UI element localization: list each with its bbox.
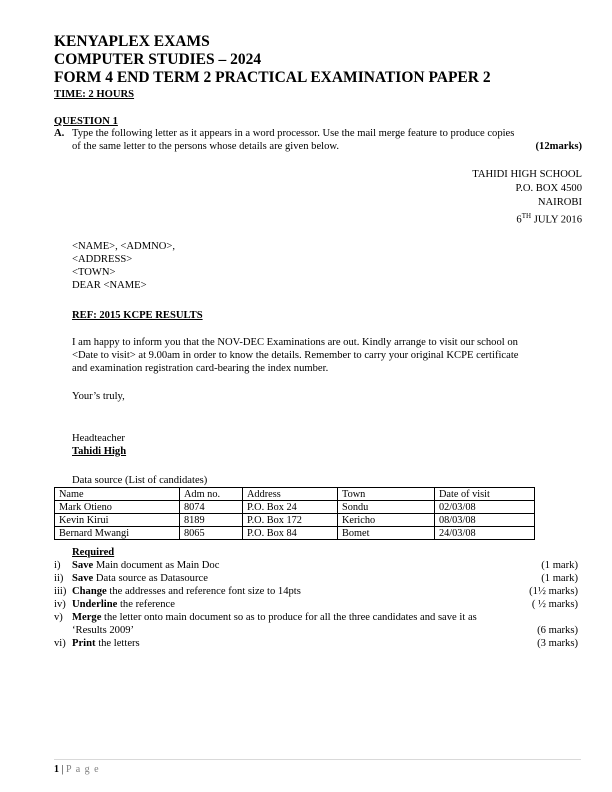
list-item-marks: (1½ marks): [529, 586, 578, 597]
letter-body-line2: <Date to visit> at 9.00am in order to know the details. Remember to carry your original KCPE certificate: [72, 350, 519, 361]
table-cell: 8065: [180, 527, 243, 540]
table-cell: Bernard Mwangi: [55, 527, 180, 540]
list-item-text: the letter onto main document so as to produce for all the three candidates and save it as: [101, 612, 477, 623]
table-row: [55, 527, 535, 540]
letter-date: [516, 210, 582, 227]
list-item-text: Main document as Main Doc: [93, 560, 220, 571]
merge-field-address: <ADDRESS>: [72, 254, 133, 265]
list-item-verb: Print: [72, 638, 96, 649]
datasource-table: [54, 487, 535, 540]
footer-separator: |: [59, 764, 67, 775]
table-cell: 8189: [180, 514, 243, 527]
question-intro-line2: of the same letter to the persons whose details are given below.: [72, 141, 340, 152]
table-header-cell: Address: [243, 488, 338, 501]
paper-title: FORM 4 END TERM 2 PRACTICAL EXAMINATION PAPER 2: [54, 69, 491, 86]
exam-body-title: KENYAPLEX EXAMS: [54, 33, 210, 50]
list-item-text: the addresses and reference font size to 14pts: [106, 586, 301, 597]
letter-school-name: TAHIDI HIGH SCHOOL: [472, 169, 582, 180]
list-item-marks: (6 marks): [537, 625, 578, 636]
list-item-text: the letters: [95, 638, 140, 649]
table-header-cell: Name: [55, 488, 180, 501]
list-item-verb: Save: [72, 560, 94, 571]
list-item-number: iii): [54, 586, 67, 597]
table-cell: Kevin Kirui: [55, 514, 180, 527]
merge-field-town: <TOWN>: [72, 267, 116, 278]
table-header-cell: Adm no.: [180, 488, 243, 501]
page-word: P a g e: [66, 764, 100, 775]
question-intro-line1: Type the following letter as it appears in a word processor. Use the mail merge feature to produce copies: [72, 128, 515, 139]
table-cell: P.O. Box 172: [243, 514, 338, 527]
page-number: 1: [54, 764, 59, 775]
table-row: [55, 501, 535, 514]
letter-body-line3: and examination registration card-bearing the index number.: [72, 363, 329, 374]
merge-field-name-admno: <NAME>, <ADMNO>,: [72, 241, 176, 252]
question-title: QUESTION 1: [54, 116, 118, 127]
footer-divider: [54, 759, 581, 760]
letter-date-suffix: TH: [521, 212, 532, 220]
datasource-caption: Data source (List of candidates): [72, 475, 208, 486]
list-item-text: ‘Results 2009’: [72, 625, 135, 636]
list-item-number: ii): [54, 573, 64, 584]
question-label: A.: [54, 128, 65, 139]
letter-date-rest: JULY 2016: [531, 214, 582, 226]
list-item-marks: (3 marks): [537, 638, 578, 649]
letter-salutation: DEAR <NAME>: [72, 280, 147, 291]
list-item-marks: ( ½ marks): [531, 599, 578, 610]
table-cell: Kericho: [338, 514, 435, 527]
letter-city: NAIROBI: [537, 197, 582, 208]
list-item-number: iv): [54, 599, 66, 610]
table-cell: Bomet: [338, 527, 435, 540]
list-item-number: v): [54, 612, 63, 623]
letter-signatory-title: Headteacher: [72, 433, 125, 444]
required-title: Required: [72, 547, 115, 558]
table-header-cell: Date of visit: [435, 488, 535, 501]
table-cell: P.O. Box 84: [243, 527, 338, 540]
letter-closing: Your’s truly,: [72, 391, 125, 402]
list-item-marks: (1 mark): [541, 573, 578, 584]
question-marks: (12marks): [535, 141, 582, 152]
list-item-text: Data source as Datasource: [93, 573, 208, 584]
list-item-number: vi): [54, 638, 66, 649]
table-row: [55, 514, 535, 527]
exam-time: TIME: 2 HOURS: [54, 89, 135, 100]
list-item-verb: Underline: [72, 599, 118, 610]
table-cell: 02/03/08: [435, 501, 535, 514]
letter-reference: REF: 2015 KCPE RESULTS: [72, 310, 203, 321]
table-cell: 24/03/08: [435, 527, 535, 540]
table-header-cell: Town: [338, 488, 435, 501]
list-item-marks: (1 mark): [541, 560, 578, 571]
table-cell: 8074: [180, 501, 243, 514]
letter-body-line1: I am happy to inform you that the NOV-DEC Examinations are out. Kindly arrange to visit our school on: [72, 337, 518, 348]
table-header-row: [55, 488, 535, 501]
list-item-text: the reference: [117, 599, 175, 610]
list-item-verb: Change: [72, 586, 107, 597]
page-footer: [54, 764, 100, 775]
table-cell: Sondu: [338, 501, 435, 514]
subject-title: COMPUTER STUDIES – 2024: [54, 51, 262, 68]
list-item-number: i): [54, 560, 61, 571]
table-cell: P.O. Box 24: [243, 501, 338, 514]
letter-date-day: 6: [516, 214, 522, 226]
letter-po-box: P.O. BOX 4500: [515, 183, 582, 194]
table-cell: 08/03/08: [435, 514, 535, 527]
list-item-verb: Save: [72, 573, 94, 584]
list-item-verb: Merge: [72, 612, 102, 623]
table-cell: Mark Otieno: [55, 501, 180, 514]
letter-signatory-school: Tahidi High: [72, 446, 127, 457]
